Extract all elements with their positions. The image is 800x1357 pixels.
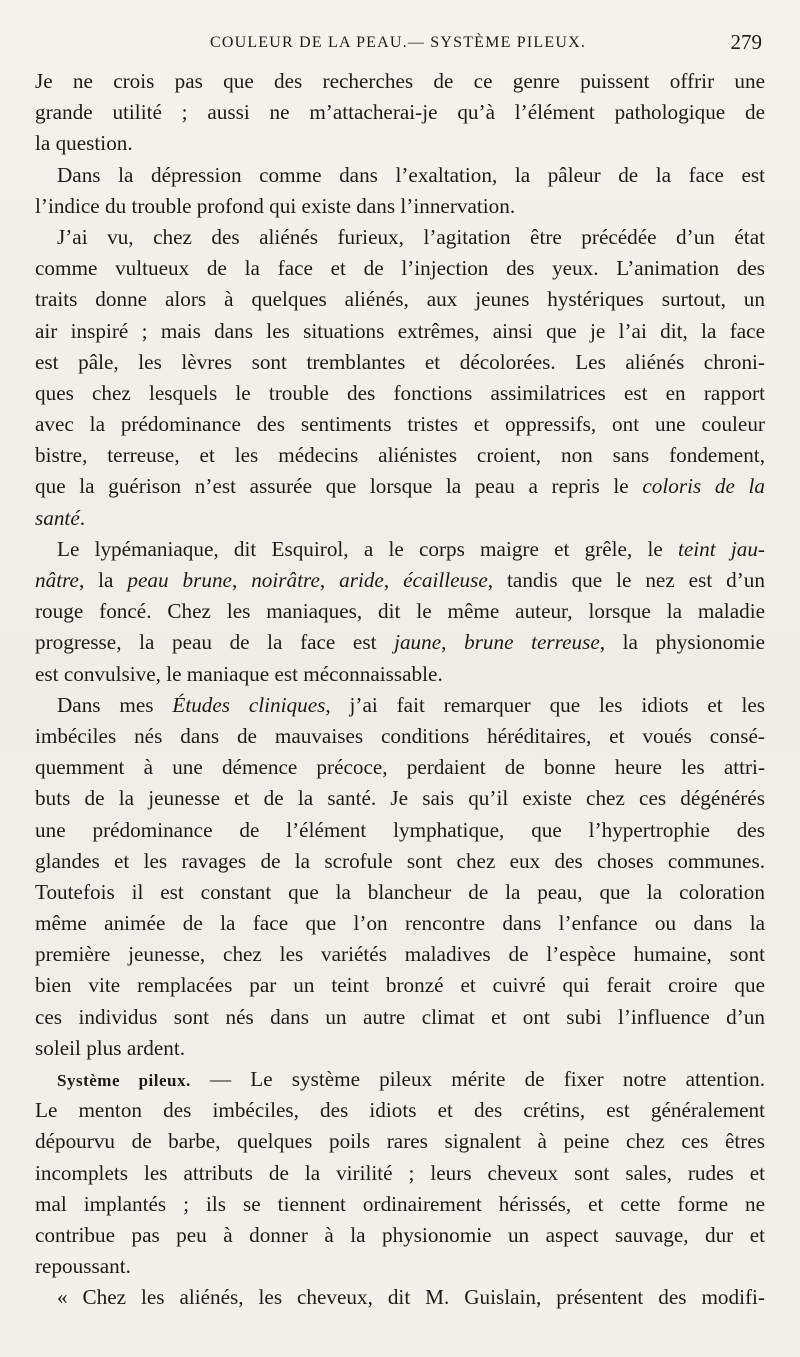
text-line xyxy=(35,783,765,814)
text-line xyxy=(35,596,765,627)
line-text: J’ai vu, chez des aliénés furieux, l’agitation être précédée d’un état xyxy=(57,224,765,249)
italic-text: peau brune xyxy=(127,568,232,592)
line-text: , j’ai fait remarquer que les idiots et les xyxy=(325,692,765,717)
italic-text: jaune xyxy=(394,630,442,655)
text-line xyxy=(35,97,765,128)
line-text: quemment à une démence précoce, perdaient de bonne heure les attri- xyxy=(35,755,765,780)
text-line xyxy=(35,191,765,222)
italic-text: aride xyxy=(339,568,384,592)
line-text: l’indice du trouble profond qui existe dans l’innervation. xyxy=(35,193,516,218)
line-text: — Le système pileux mérite de fixer notre attention. xyxy=(190,1067,765,1091)
text-line xyxy=(35,128,765,159)
line-text: , xyxy=(231,568,252,592)
line-text: comme vultueux de la face et de l’injection des yeux. L’animation des xyxy=(35,256,765,281)
text-line xyxy=(35,846,765,877)
line-text: Toutefois il est constant que la blancheur de la peau, que la coloration xyxy=(35,879,765,904)
line-text: Je ne crois pas que des recherches de ce genre puissent offrir une xyxy=(35,69,765,93)
text-line xyxy=(35,1064,765,1095)
line-text: , la xyxy=(78,568,128,592)
italic-text: coloris de la xyxy=(642,474,765,499)
line-text: la question. xyxy=(35,131,133,156)
text-line xyxy=(35,627,765,658)
line-text: dépourvu de barbe, quelques poils rares signalent à peine chez ces êtres xyxy=(35,1129,765,1154)
italic-text: teint jau- xyxy=(677,536,765,561)
line-text: imbéciles nés dans de mauvaises conditions héréditaires, et voués consé- xyxy=(35,723,765,748)
line-text: avec la prédominance des sentiments tristes et oppressifs, ont une couleur xyxy=(35,412,765,437)
text-line xyxy=(35,534,765,565)
line-text: buts de la jeunesse et de la santé. Je sais qu’il existe chez ces dégénérés xyxy=(35,786,765,811)
text-line xyxy=(35,253,765,284)
line-text: contribue pas peu à donner à la physionomie un aspect sauvage, dur et xyxy=(35,1222,765,1247)
italic-text: nâtre xyxy=(35,568,79,592)
text-line xyxy=(35,1095,765,1126)
line-text: Le lypémaniaque, dit Esquirol, a le corps maigre et grêle, le xyxy=(57,536,678,561)
text-line xyxy=(35,752,765,783)
text-line xyxy=(35,1126,765,1157)
text-line xyxy=(35,409,765,440)
line-text: air inspiré ; mais dans les situations extrêmes, ainsi que je l’ai dit, la face xyxy=(35,318,765,343)
text-line xyxy=(35,160,765,191)
line-text: première jeunesse, chez les variétés maladives de l’espèce humaine, sont xyxy=(35,942,765,967)
line-text: une prédominance de l’élément lymphatique, que l’hypertrophie des xyxy=(35,817,765,842)
line-text: même animée de la face que l’on rencontre dans l’enfance ou dans la xyxy=(35,911,765,936)
text-line xyxy=(35,503,765,534)
text-line xyxy=(35,721,765,752)
line-text: soleil plus ardent. xyxy=(35,1035,186,1060)
line-text: est pâle, les lèvres sont tremblantes et décolorées. Les aliénés chroni- xyxy=(35,349,765,374)
text-line xyxy=(35,222,765,253)
text-line xyxy=(35,1220,765,1251)
text-line xyxy=(35,659,765,690)
text-line xyxy=(35,1251,765,1282)
line-text: incomplets les attributs de la virilité ; leurs cheveux sont sales, rudes et xyxy=(35,1160,765,1185)
line-text: progresse, la peau de la face est xyxy=(35,630,395,655)
italic-text: écailleuse xyxy=(403,568,488,592)
text-line xyxy=(35,1189,765,1220)
line-text: traits donne alors à quelques aliénés, aux jeunes hystériques surtout, un xyxy=(35,287,765,312)
line-text: bistre, terreuse, et les médecins aliénistes croient, non sans fondement, xyxy=(35,443,765,468)
text-line xyxy=(35,1002,765,1033)
line-text: « Chez les aliénés, les cheveux, dit M. Guislain, présentent des modifi- xyxy=(57,1285,765,1310)
text-line xyxy=(35,1282,765,1313)
text-line xyxy=(35,347,765,378)
running-head xyxy=(34,30,762,60)
text-line xyxy=(35,908,765,939)
text-line xyxy=(35,565,765,596)
text-line xyxy=(35,471,765,502)
italic-text: noirâtre xyxy=(251,568,320,592)
line-text: Dans mes xyxy=(57,692,173,717)
line-text: ques chez lesquels le trouble des fonctions assimilatrices est en rapport xyxy=(35,380,765,405)
text-line xyxy=(35,66,765,97)
italic-text: santé xyxy=(35,505,80,530)
line-text: mal implantés ; ils se tiennent ordinairement hérissés, et cette forme ne xyxy=(35,1191,765,1216)
line-text: . xyxy=(79,505,86,530)
text-line xyxy=(35,877,765,908)
line-text: bien vite remplacées par un teint bronzé et cuivré qui ferait croire que xyxy=(35,973,765,998)
running-title: COULEUR DE LA PEAU.— SYSTÈME PILEUX. xyxy=(209,34,587,51)
line-text: grande utilité ; aussi ne m’attacherai-je qu’à l’élément pathologique de xyxy=(35,100,765,125)
text-line xyxy=(35,690,765,721)
text-line xyxy=(35,440,765,471)
text-line xyxy=(35,1033,765,1064)
line-text: rouge foncé. Chez les maniaques, dit le même auteur, lorsque la maladie xyxy=(35,599,765,624)
text-line xyxy=(35,970,765,1001)
line-text: , xyxy=(383,568,404,592)
line-text: , la physionomie xyxy=(599,630,766,655)
body-text xyxy=(35,66,765,1314)
text-line xyxy=(35,815,765,846)
line-text: glandes et les ravages de la scrofule sont chez eux des choses communes. xyxy=(35,848,765,873)
page-number: 279 xyxy=(730,30,762,54)
italic-text: brune terreuse xyxy=(464,630,600,655)
line-text: ces individus sont nés dans un autre climat et ont subi l’influence d’un xyxy=(35,1004,765,1029)
line-text: , xyxy=(319,568,340,592)
section-heading: Système pileux. xyxy=(57,1071,191,1090)
line-text: , tandis que le nez est d’un xyxy=(487,568,765,592)
text-line xyxy=(35,1158,765,1189)
text-line xyxy=(35,939,765,970)
line-text: que la guérison n’est assurée que lorsque la peau a repris le xyxy=(35,474,643,499)
italic-text: Études cliniques xyxy=(172,692,326,717)
line-text: repoussant. xyxy=(35,1254,131,1279)
text-line xyxy=(35,378,765,409)
text-line xyxy=(35,316,765,347)
line-text: est convulsive, le maniaque est méconnaissable. xyxy=(35,661,443,686)
line-text: Dans la dépression comme dans l’exaltation, la pâleur de la face est xyxy=(57,162,765,187)
line-text: Le menton des imbéciles, des idiots et des crétins, est généralement xyxy=(35,1098,765,1123)
text-line xyxy=(35,284,765,315)
line-text: , xyxy=(441,630,465,655)
